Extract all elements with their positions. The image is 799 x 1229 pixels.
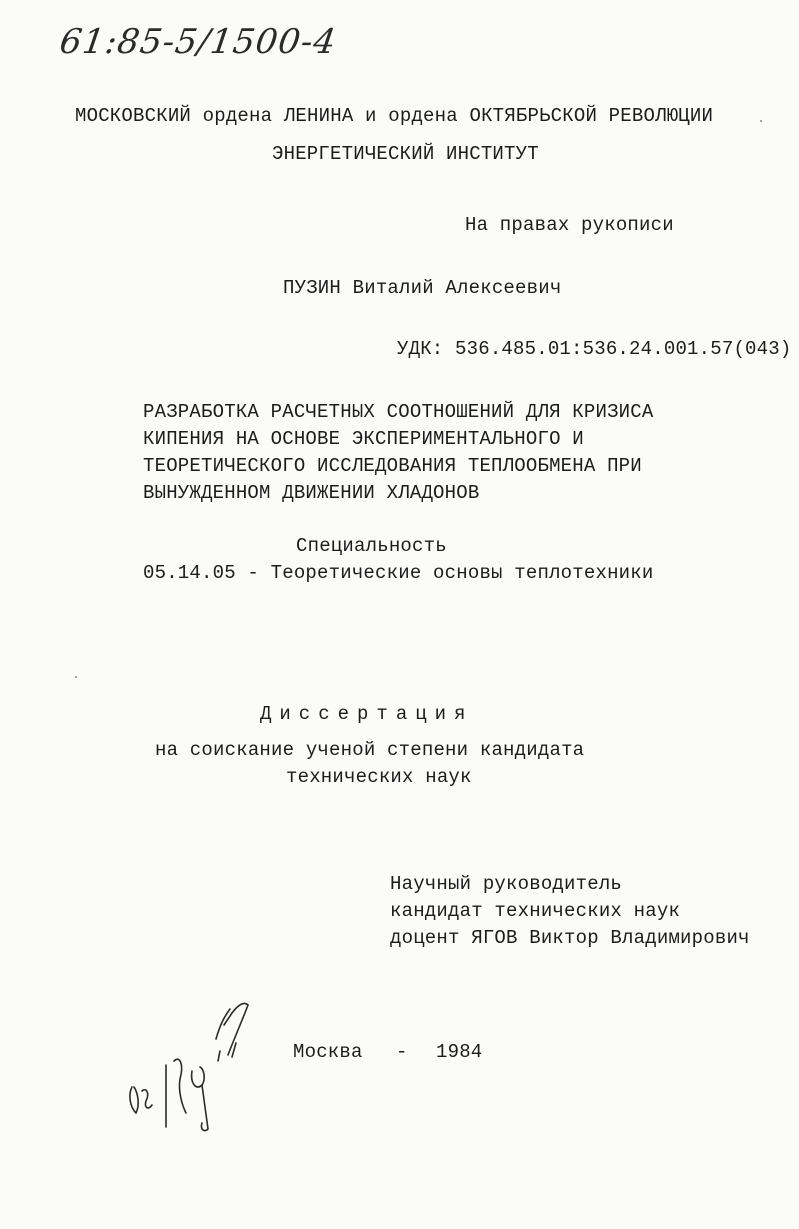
title-line-2: КИПЕНИЯ НА ОСНОВЕ ЭКСПЕРИМЕНТАЛЬНОГО И	[143, 428, 584, 450]
manuscript-note: На правах рукописи	[465, 214, 674, 236]
footer-city: Москва	[293, 1041, 363, 1063]
paper-speck	[760, 120, 762, 122]
supervisor-line-2: кандидат технических наук	[390, 900, 681, 922]
footer-year: 1984	[436, 1041, 483, 1063]
dissertation-heading: Диссертация	[260, 703, 474, 725]
title-line-4: ВЫНУЖДЕННОМ ДВИЖЕНИИ ХЛАДОНОВ	[143, 482, 480, 504]
author-name: ПУЗИН Виталий Алексеевич	[283, 277, 562, 299]
degree-line-1: на соискание ученой степени кандидата	[155, 739, 585, 761]
degree-line-2: технических наук	[286, 766, 472, 788]
supervisor-line-1: Научный руководитель	[390, 873, 623, 895]
specialty-code: 05.14.05 - Теоретические основы теплотехники	[143, 562, 654, 584]
archive-code-handwritten: 61:85-5/1500-4	[57, 22, 340, 62]
supervisor-line-3: доцент ЯГОВ Виктор Владимирович	[390, 927, 750, 949]
paper-speck	[75, 676, 77, 678]
specialty-label: Специальность	[296, 535, 447, 557]
institution-line-1: МОСКОВСКИЙ ордена ЛЕНИНА и ордена ОКТЯБРЬСКОЙ РЕВОЛЮЦИИ	[75, 105, 714, 127]
handwritten-signature	[120, 995, 290, 1135]
footer-dash: -	[396, 1041, 408, 1063]
institution-line-2: ЭНЕРГЕТИЧЕСКИЙ ИНСТИТУТ	[272, 143, 539, 165]
udc-code: УДК: 536.485.01:536.24.001.57(043)	[397, 338, 792, 360]
title-line-3: ТЕОРЕТИЧЕСКОГО ИССЛЕДОВАНИЯ ТЕПЛООБМЕНА ПРИ	[143, 455, 642, 477]
title-line-1: РАЗРАБОТКА РАСЧЕТНЫХ СООТНОШЕНИЙ ДЛЯ КРИЗИСА	[143, 401, 654, 423]
